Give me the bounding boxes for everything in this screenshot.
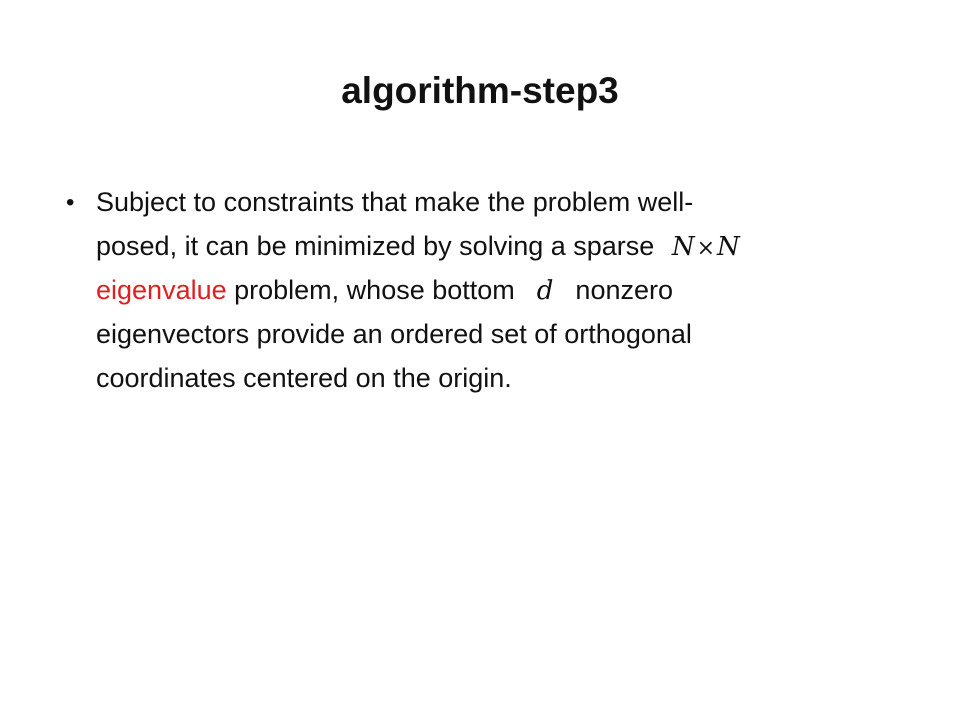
- math-n-times-n: [672, 225, 740, 271]
- math-n-right: N: [717, 232, 740, 262]
- bullet-line-3-text-b: nonzero: [575, 275, 673, 305]
- math-d: d: [536, 276, 554, 306]
- bullet-line-5-text: coordinates centered on the origin.: [96, 363, 512, 393]
- slide-title: algorithm-step3: [341, 70, 619, 111]
- bullet-line-2-text: posed, it can be minimized by solving a sparse: [96, 231, 655, 261]
- bullet-marker: •: [66, 189, 75, 216]
- math-times-operator: ×: [696, 236, 715, 261]
- bullet-line-5: [96, 356, 512, 400]
- bullet-line-4-text: eigenvectors provide an ordered set of orthogonal: [96, 319, 692, 349]
- bullet-line-1: [96, 180, 693, 224]
- bullet-line-2: [96, 224, 740, 268]
- bullet-line-1-text: Subject to constraints that make the problem well-: [96, 187, 694, 217]
- bullet-line-4: [96, 312, 692, 356]
- bullet-line-3-text-a: problem, whose bottom: [226, 275, 515, 305]
- bullet-line-3: [96, 268, 673, 312]
- highlight-eigenvalue: eigenvalue: [96, 275, 227, 305]
- math-n-left: N: [671, 232, 695, 262]
